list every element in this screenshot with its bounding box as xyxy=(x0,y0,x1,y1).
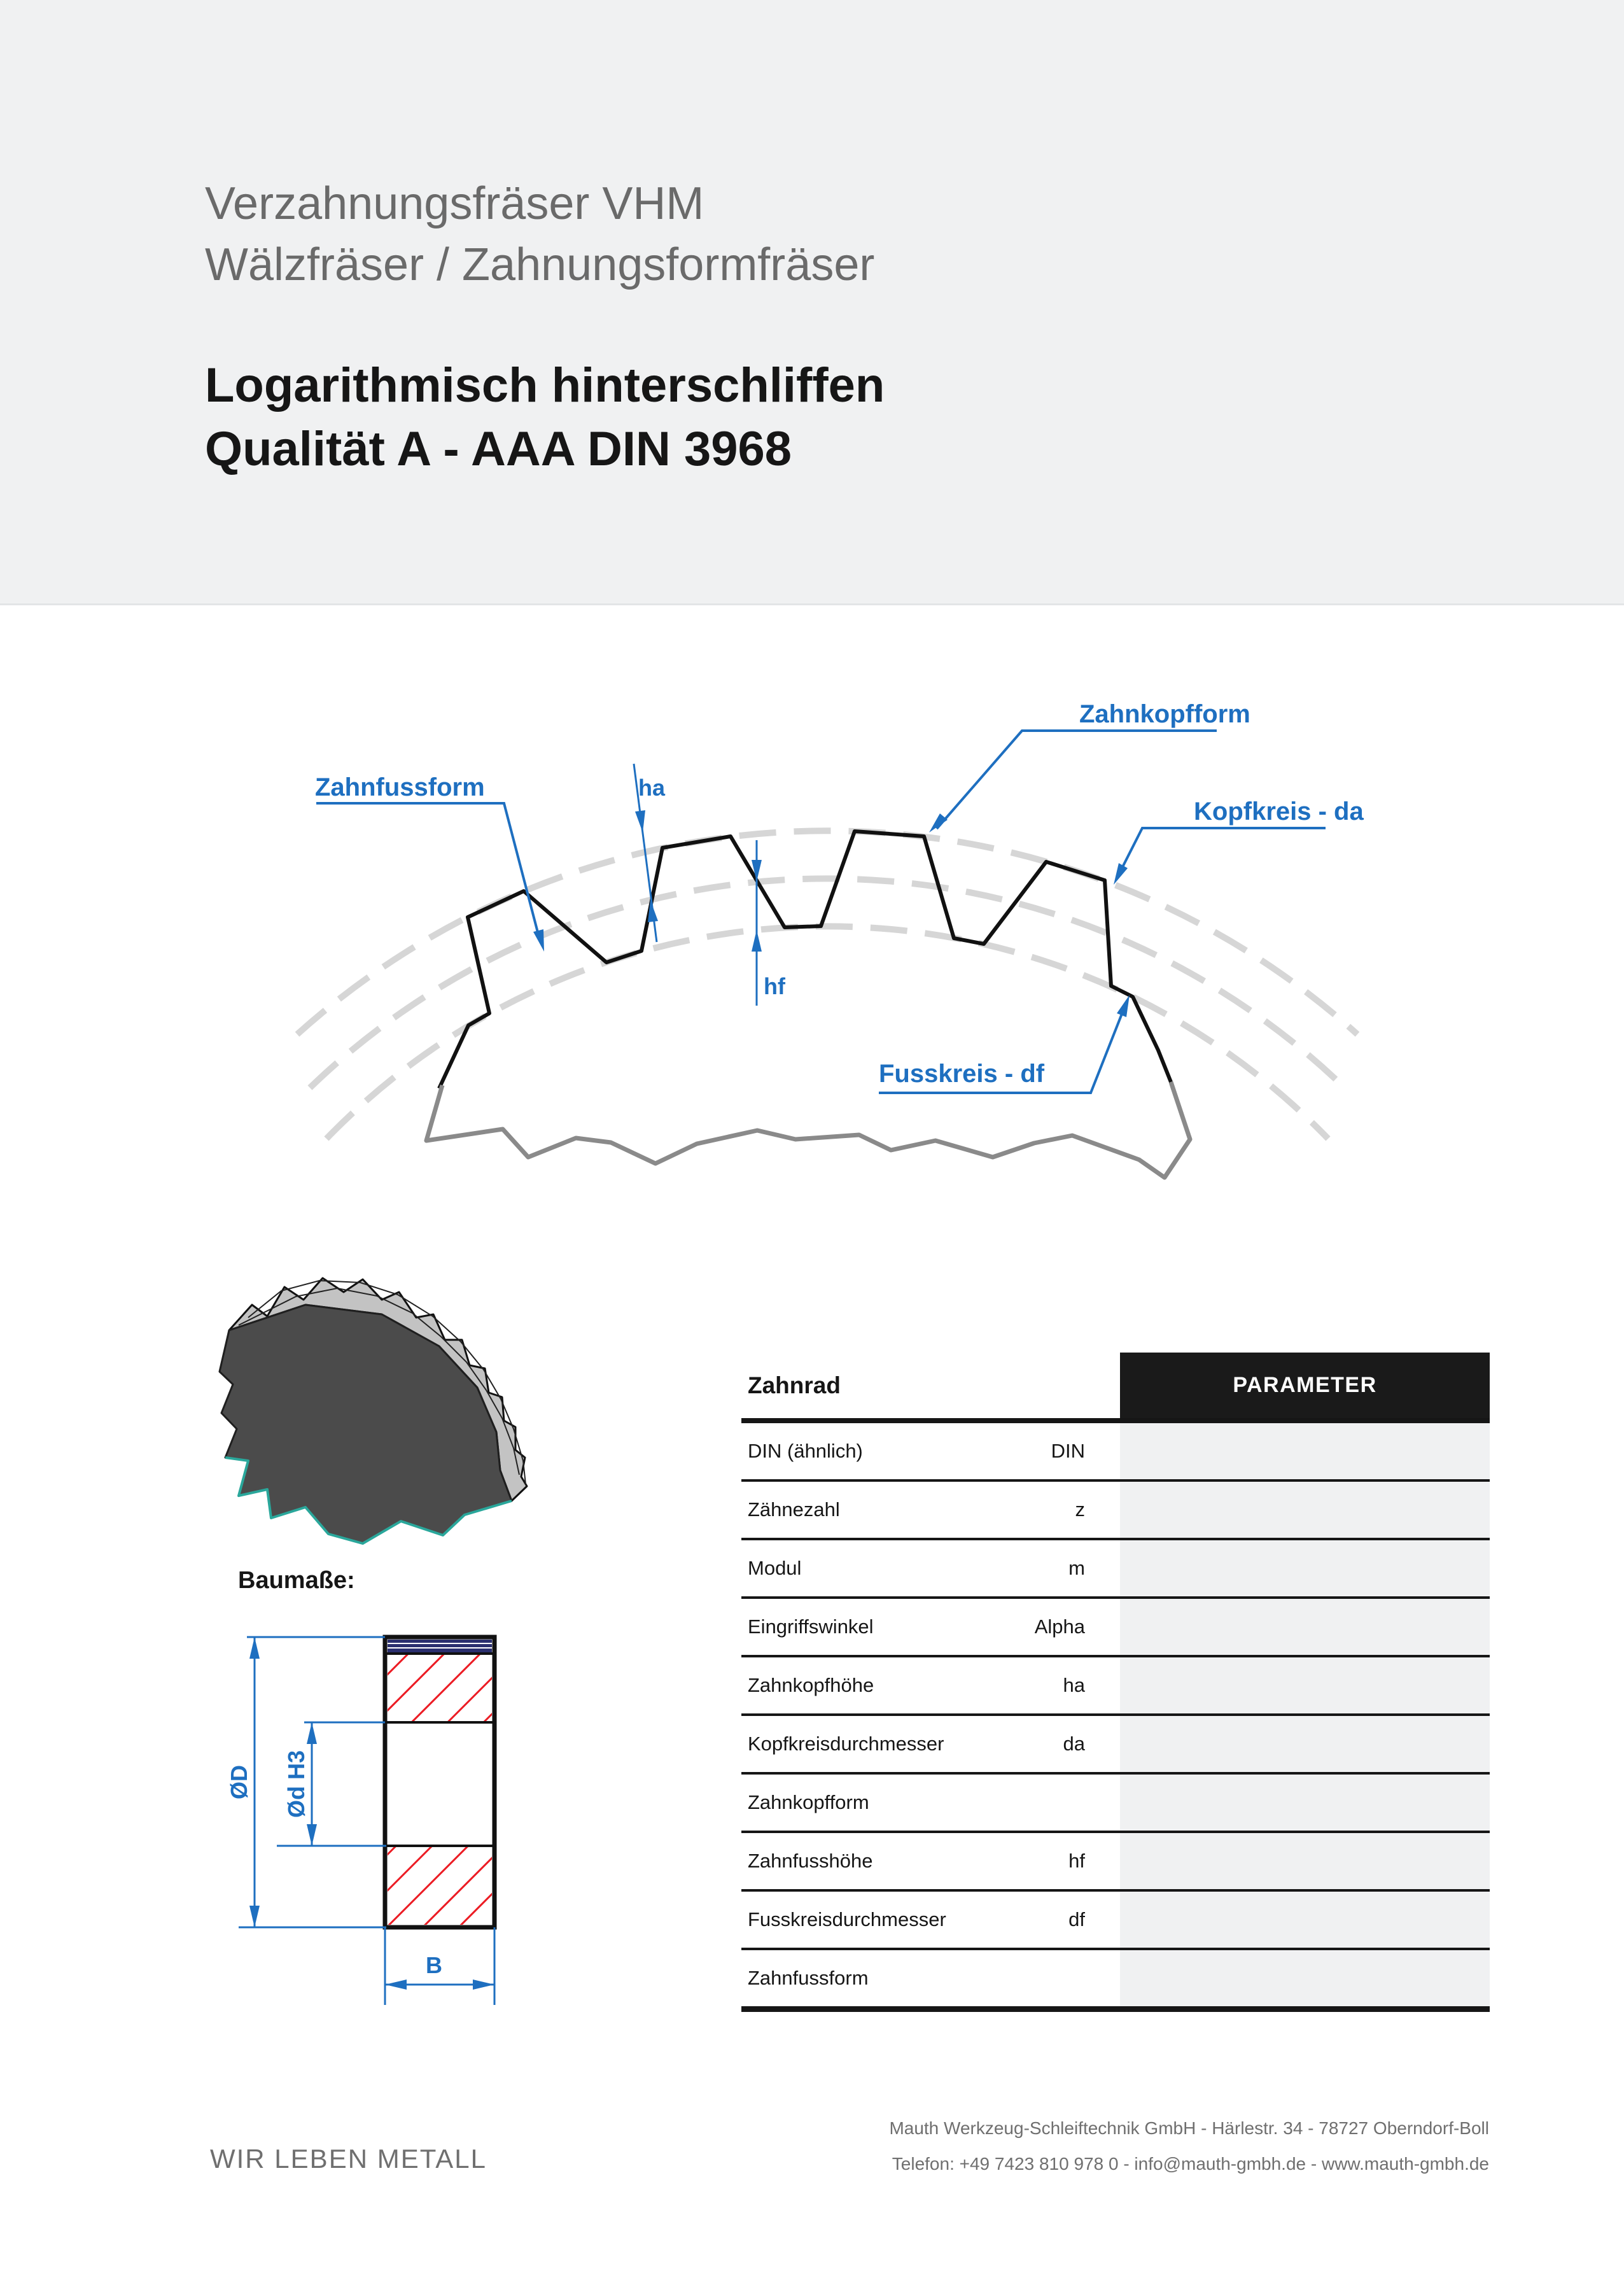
row-label: Zahnkopfhöhe xyxy=(748,1674,874,1696)
row-symbol xyxy=(990,1775,1120,1831)
kopfkreis-arrowhead xyxy=(1114,863,1128,885)
row-parameter-cell xyxy=(1120,1657,1490,1713)
footer-slogan: WIR LEBEN METALL xyxy=(210,2144,487,2174)
tooth-profile xyxy=(439,831,1171,1088)
footer-contact-block xyxy=(598,2111,1489,2182)
row-label: Eingriffswinkel xyxy=(748,1615,874,1638)
row-label: DIN (ähnlich) xyxy=(748,1440,863,1462)
table-row xyxy=(741,1657,1490,1716)
zahnfussform-arrowhead xyxy=(533,929,544,952)
width-arrow-left xyxy=(385,1979,407,1990)
hf-dimension-label: hf xyxy=(764,973,785,999)
kopfkreis-arc xyxy=(297,831,1357,1034)
footer-contact-line: Telefon: +49 7423 810 978 0 - info@mauth-gmbh.de - www.mauth-gmbh.de xyxy=(892,2154,1489,2174)
row-symbol: ha xyxy=(1063,1674,1085,1696)
bore-arrow-top xyxy=(307,1722,317,1744)
bore-arrow-bottom xyxy=(307,1824,317,1846)
row-symbol xyxy=(990,1950,1120,2006)
table-row xyxy=(741,1716,1490,1775)
row-label: Zahnfusshöhe xyxy=(748,1850,873,1872)
row-symbol: df xyxy=(1068,1908,1085,1930)
row-parameter-cell xyxy=(1120,1950,1490,2006)
row-symbol: m xyxy=(1068,1557,1085,1579)
hf-arrowhead-up xyxy=(752,930,762,952)
od-arrow-bottom xyxy=(249,1906,260,1927)
baumasse-heading: Baumaße: xyxy=(238,1567,355,1594)
gear-3d-illustration xyxy=(210,1248,605,1578)
od-arrow-top xyxy=(249,1637,260,1659)
row-parameter-cell xyxy=(1120,1892,1490,1948)
row-parameter-cell xyxy=(1120,1423,1490,1479)
table-header-row xyxy=(741,1353,1490,1418)
row-label: Zahnfussform xyxy=(748,1967,869,1989)
row-label: Zähnezahl xyxy=(748,1498,840,1521)
row-label: Modul xyxy=(748,1557,802,1579)
table-row xyxy=(741,1482,1490,1540)
table-row xyxy=(741,1833,1490,1892)
hatch-top xyxy=(388,1654,492,1721)
bore-dimension-label: Ød H3 xyxy=(283,1750,309,1818)
table-header-zahnrad: Zahnrad xyxy=(748,1372,841,1398)
zahnfussform-label: Zahnfussform xyxy=(315,773,485,801)
ha-arrowhead-down xyxy=(635,810,645,833)
od-dimension-label: ØD xyxy=(226,1765,252,1799)
table-row xyxy=(741,1775,1490,1833)
row-parameter-cell xyxy=(1120,1482,1490,1538)
row-symbol: Alpha xyxy=(1034,1615,1085,1638)
table-row xyxy=(741,1892,1490,1950)
width-arrow-right xyxy=(473,1979,494,1990)
product-subtitle-line2: Wälzfräser / Zahnungsformfräser xyxy=(205,239,875,290)
clamp-band xyxy=(388,1640,492,1652)
width-dimension-label: B xyxy=(426,1952,442,1978)
row-symbol: da xyxy=(1063,1733,1085,1755)
table-row xyxy=(741,1540,1490,1599)
product-subtitle-line1: Verzahnungsfräser VHM xyxy=(205,178,704,229)
footer-company-line: Mauth Werkzeug-Schleiftechnik GmbH - Härlestr. 34 - 78727 Oberndorf-Boll xyxy=(889,2118,1489,2138)
row-parameter-cell xyxy=(1120,1599,1490,1655)
zahnfussform-leader xyxy=(316,803,540,942)
gear-face xyxy=(220,1305,512,1543)
row-symbol: z xyxy=(1075,1498,1085,1521)
kopfkreis-leader xyxy=(1117,828,1326,877)
gear-tooth-diagram xyxy=(255,668,1400,1209)
zahnkopfform-arrowhead xyxy=(929,813,948,833)
row-parameter-cell xyxy=(1120,1540,1490,1596)
table-row xyxy=(741,1423,1490,1482)
page-title-line1: Logarithmisch hinterschliffen xyxy=(205,358,885,412)
row-symbol: DIN xyxy=(1051,1440,1085,1462)
ha-dimension-label: ha xyxy=(638,775,666,801)
baumasse-drawing xyxy=(210,1563,541,2046)
fusskreis-arrowhead xyxy=(1117,995,1130,1017)
table-row xyxy=(741,1950,1490,2006)
row-parameter-cell xyxy=(1120,1775,1490,1831)
kopfkreis-label: Kopfkreis - da xyxy=(1194,798,1364,826)
zahnkopfform-leader xyxy=(937,731,1217,829)
header-band xyxy=(0,0,1624,605)
zahnkopfform-label: Zahnkopfform xyxy=(1079,700,1250,728)
parameter-table xyxy=(741,1353,1490,2012)
row-label: Zahnkopfform xyxy=(748,1791,869,1813)
fracture-edge xyxy=(426,1082,1190,1178)
hatch-bottom xyxy=(388,1847,492,1925)
page-title-line2: Qualität A - AAA DIN 3968 xyxy=(205,422,792,476)
row-parameter-cell xyxy=(1120,1716,1490,1772)
fusskreis-label: Fusskreis - df xyxy=(879,1060,1045,1088)
row-parameter-cell xyxy=(1120,1833,1490,1889)
row-symbol: hf xyxy=(1068,1850,1085,1872)
table-body xyxy=(741,1418,1490,2012)
row-label: Fusskreisdurchmesser xyxy=(748,1908,946,1930)
row-label: Kopfkreisdurchmesser xyxy=(748,1733,944,1755)
table-row xyxy=(741,1599,1490,1657)
table-header-parameter: PARAMETER xyxy=(1120,1353,1490,1418)
